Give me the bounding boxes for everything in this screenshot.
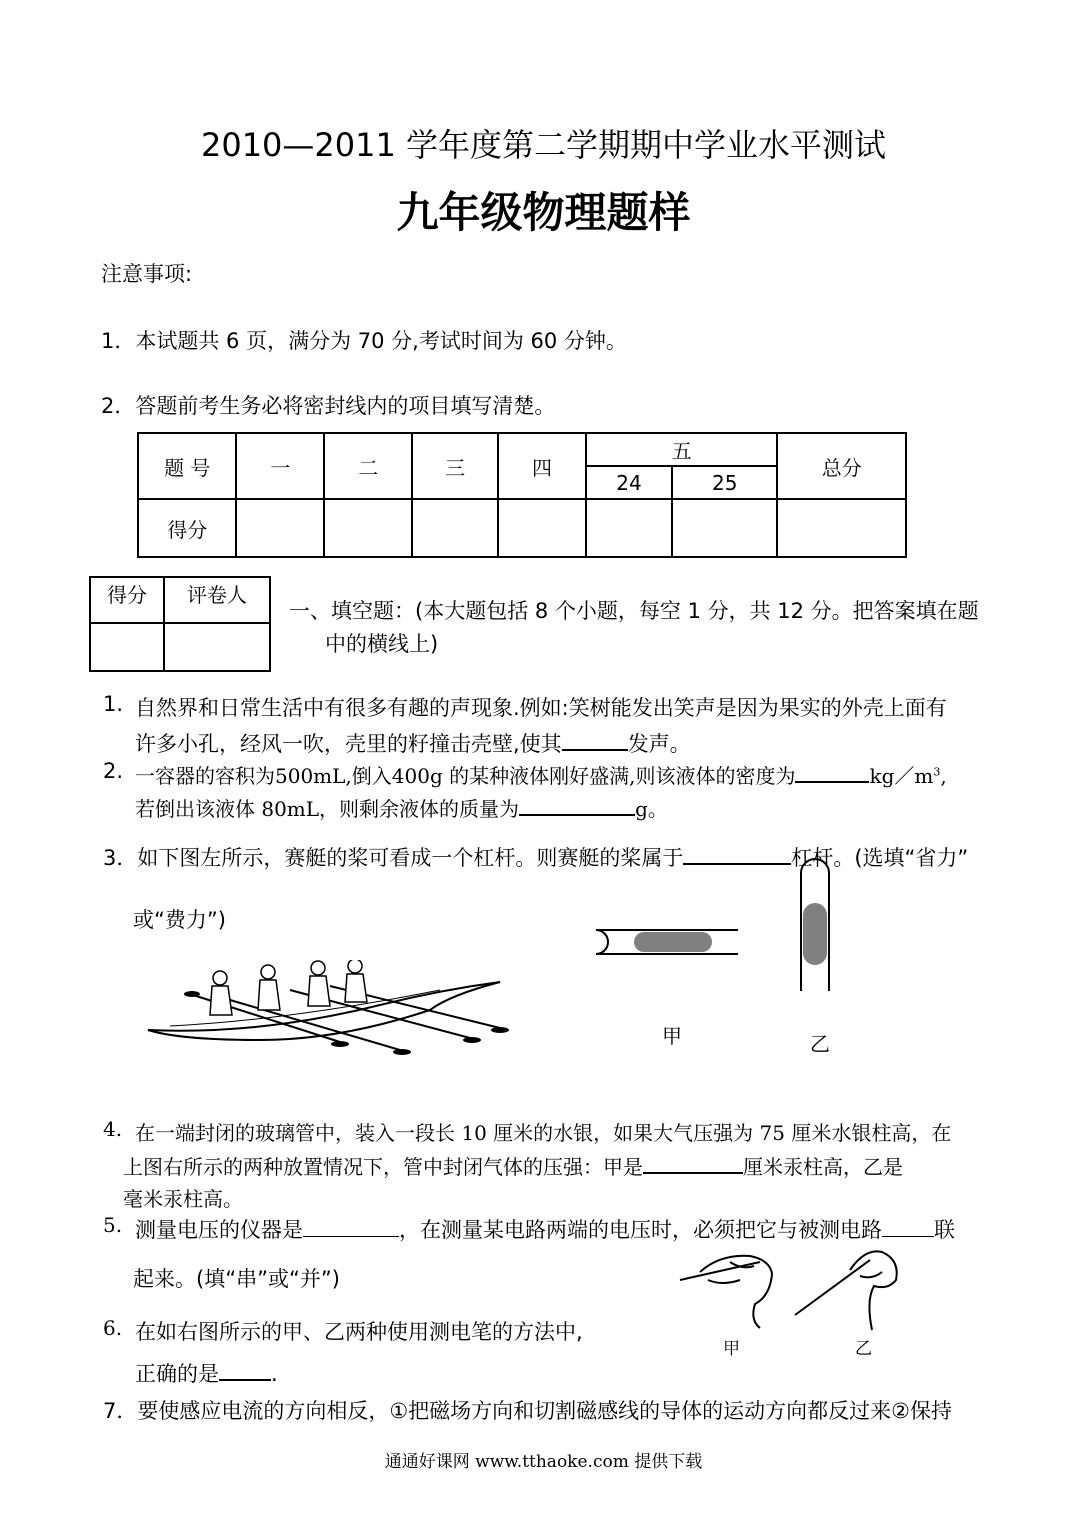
score-cell <box>412 499 498 557</box>
score-cell <box>586 499 672 557</box>
tube-yi-figure <box>790 855 840 995</box>
q2-comma: , <box>940 764 947 788</box>
mercury-column-yi <box>803 903 827 965</box>
exam-subtitle: 九年级物理题样 <box>396 188 691 237</box>
q4-line-1: 在一端封闭的玻璃管中，装入一段长 10 厘米的水银，如果大气压强为 75 厘米水银柱高，在 <box>135 1121 952 1145</box>
score-cell <box>236 499 324 557</box>
q5-text-end: 联 <box>934 1218 955 1243</box>
q4-jia-blank <box>643 1150 743 1174</box>
notes-item-2: 2．答题前考生务必将密封线内的项目填写清楚。 <box>101 394 556 418</box>
q7-line-1: 7．要使感应电流的方向相反，①把磁场方向和切割磁感线的导体的运动方向都反过来②保持 <box>103 1399 953 1423</box>
q3-text: 3．如下图左所示，赛艇的桨可看成一个杠杆。则赛艇的桨属于 <box>103 846 684 871</box>
rowers <box>210 960 367 1015</box>
pen-label-yi: 乙 <box>855 1339 872 1359</box>
q4-line-3: 毫米汞柱高。 <box>123 1187 243 1211</box>
notes-item-1: 1．本试题共 6 页，满分为 70 分,考试时间为 60 分钟。 <box>101 329 627 353</box>
q6-period: . <box>271 1362 278 1387</box>
grader-name-cell <box>164 623 270 671</box>
notes-heading: 注意事项: <box>101 262 193 286</box>
section-1-heading: 一、填空题：(本大题包括 8 个小题，每空 1 分，共 12 分。把答案填在题 <box>289 599 979 623</box>
score-table-col-2: 二 <box>324 433 412 499</box>
rowing-boat-figure <box>140 960 510 1060</box>
score-table-col-3: 三 <box>412 433 498 499</box>
q3-text-end: 杠杆。(选填“省力” <box>791 846 969 871</box>
q2-line-2 <box>135 792 668 822</box>
q6-answer-blank <box>219 1356 271 1381</box>
section-1-heading-cont: 中的横线上) <box>325 632 439 656</box>
q2-text: 一容器的容积为500mL,倒入400g 的某种液体刚好盛满,则该液体的密度为 <box>135 764 796 788</box>
q6-number: 6. <box>103 1316 123 1340</box>
mercury-column-jia <box>634 932 712 952</box>
hand-yi <box>795 1251 897 1330</box>
score-table-score-label: 得分 <box>138 499 236 557</box>
pen-label-jia: 甲 <box>723 1339 740 1359</box>
q2-mass-blank <box>519 792 635 816</box>
q5-number: 5. <box>103 1213 123 1237</box>
score-table-header-label: 题 号 <box>138 433 236 499</box>
hand-jia <box>680 1256 772 1328</box>
q4-text-mid: 厘米汞柱高，乙是 <box>743 1155 903 1179</box>
score-table-col-5b: 25 <box>672 466 777 499</box>
test-pen-figure <box>660 1240 910 1340</box>
score-table-col-5: 五 <box>586 433 778 466</box>
q1-answer-blank <box>562 726 628 751</box>
q5-text: 测量电压的仪器是 <box>135 1218 303 1243</box>
q5-instrument-blank <box>303 1213 399 1237</box>
tube-label-jia: 甲 <box>662 1024 682 1048</box>
q2-number: 2. <box>103 759 124 783</box>
q2-unit: kg／m <box>869 764 934 788</box>
q2-unit-sup: 3 <box>933 765 941 779</box>
q4-line-2 <box>123 1150 903 1180</box>
score-table <box>137 432 907 558</box>
q2-text-2: 若倒出该液体 80mL，则剩余液体的质量为 <box>135 797 520 821</box>
q1-line-1: 自然界和日常生活中有很多有趣的声现象.例如:笑树能发出笑声是因为果实的外壳上面有 <box>135 696 947 720</box>
mercury-tubes-figure <box>578 860 748 995</box>
q4-number: 4. <box>103 1117 123 1141</box>
q6-text: 正确的是 <box>135 1362 219 1387</box>
score-table-col-4: 四 <box>498 433 586 499</box>
score-cell <box>498 499 586 557</box>
score-table-col-5a: 24 <box>586 466 672 499</box>
q1-text-end: 发声。 <box>627 732 691 757</box>
grader-table <box>89 576 271 672</box>
score-table-col-1: 一 <box>236 433 324 499</box>
score-table-total: 总分 <box>777 433 906 499</box>
q3-line-2: 或“费力”) <box>133 908 226 932</box>
q1-number: 1. <box>103 692 124 716</box>
tube-label-yi: 乙 <box>810 1032 830 1056</box>
page-footer: 通通好课网 www.tthaoke.com 提供下载 <box>384 1452 703 1472</box>
q1-line-2 <box>135 726 691 758</box>
q2-text-2-end: g。 <box>635 797 668 821</box>
grader-score-cell <box>90 623 164 671</box>
grader-name-label: 评卷人 <box>164 577 270 623</box>
q5-text-mid: ，在测量某电路两端的电压时，必须把它与被测电路 <box>399 1218 882 1243</box>
score-cell <box>672 499 777 557</box>
grader-score-label: 得分 <box>90 577 164 623</box>
score-cell <box>324 499 412 557</box>
q1-text: 许多小孔，经风一吹，壳里的籽撞击壳壁,使其 <box>135 732 562 757</box>
q2-line-1 <box>135 759 947 789</box>
q6-line-1: 在如右图所示的甲、乙两种使用测电笔的方法中, <box>135 1320 583 1344</box>
q6-line-2 <box>135 1356 278 1388</box>
q2-density-blank <box>795 759 869 783</box>
q4-text: 上图右所示的两种放置情况下，管中封闭气体的压强：甲是 <box>123 1155 643 1179</box>
q5-connection-blank <box>882 1213 934 1237</box>
q5-line-2: 起来。(填“串”或“并”) <box>133 1267 340 1291</box>
exam-title: 2010—2011 学年度第二学期期中学业水平测试 <box>200 126 887 164</box>
score-cell <box>777 499 906 557</box>
